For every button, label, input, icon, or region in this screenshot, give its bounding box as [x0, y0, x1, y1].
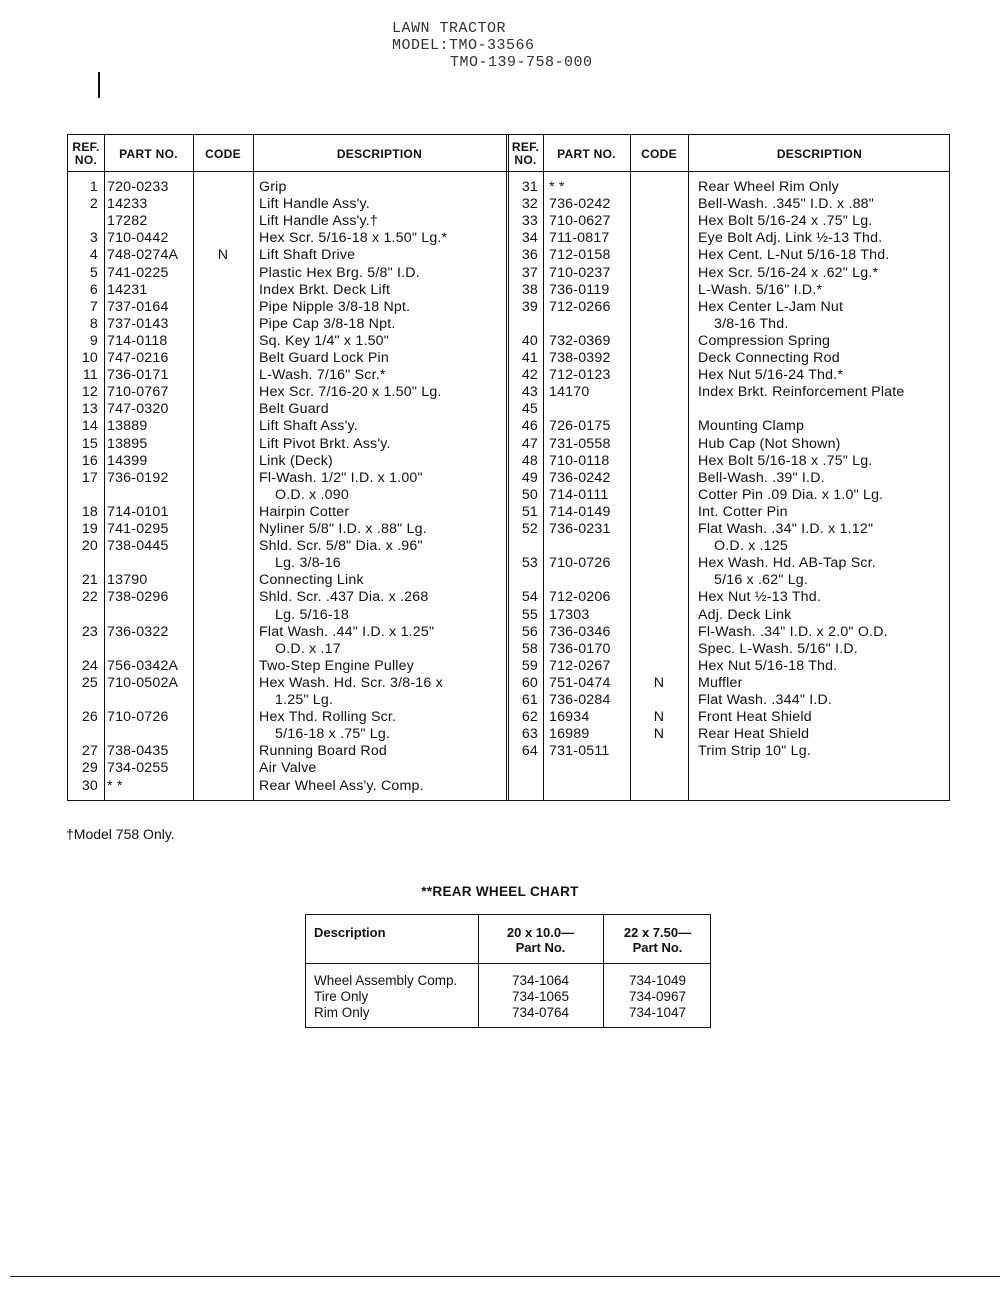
part-description: Pipe Cap 3/8-18 Npt.	[259, 315, 396, 332]
part-number: * *	[107, 777, 123, 794]
part-description: Hex Scr. 7/16-20 x 1.50" Lg.	[259, 384, 442, 401]
wheel-chart-table	[305, 914, 711, 1028]
wheel-row-partno-a: 734-1065	[511, 989, 570, 1004]
part-description: Two-Step Engine Pulley	[259, 657, 415, 674]
ref-number: 64	[521, 743, 538, 760]
ref-number: 5	[89, 264, 98, 281]
ref-number: 49	[521, 469, 538, 486]
part-number: 738-0435	[107, 743, 169, 760]
ref-number: 24	[81, 657, 98, 674]
ref-number: 45	[521, 401, 538, 418]
col-header-code: CODE	[641, 146, 677, 161]
part-number: 13889	[107, 418, 148, 435]
wheel-row-partno-a: 734-0764	[511, 1005, 570, 1020]
part-number: 13895	[107, 435, 148, 452]
wheel-row-partno-a: 734-1064	[511, 973, 570, 988]
part-description: Hex Wash. Hd. Scr. 3/8-16 x	[259, 674, 443, 691]
part-number: 710-0726	[549, 555, 611, 572]
code-value: N	[653, 726, 665, 743]
ref-number: 11	[82, 367, 98, 384]
part-description-continued: Lg. 3/8-16	[275, 555, 341, 572]
ref-number: 63	[521, 726, 538, 743]
part-number: 14170	[549, 384, 590, 401]
part-description: L-Wash. 7/16" Scr.*	[259, 367, 386, 384]
col-header-ref: REF. NO.	[72, 140, 100, 167]
part-number: 712-0206	[549, 589, 611, 606]
part-number: 16989	[549, 726, 590, 743]
part-number: 736-0346	[549, 623, 611, 640]
part-description-continued: 5/16-18 x .75" Lg.	[275, 726, 391, 743]
part-number: 731-0558	[549, 435, 611, 452]
col-header-ref: REF. NO.	[511, 140, 540, 167]
part-description: Hex Bolt 5/16-18 x .75" Lg.	[698, 452, 873, 469]
ref-number: 53	[521, 555, 538, 572]
ref-number: 2	[89, 196, 98, 213]
part-description: Eye Bolt Adj. Link ½-13 Thd.	[698, 230, 883, 247]
part-number: 714-0118	[107, 332, 168, 349]
part-number: 720-0233	[107, 179, 169, 195]
part-description: Hex Wash. Hd. AB-Tap Scr.	[698, 555, 876, 572]
wheel-row-partno-b: 734-1049	[628, 973, 687, 988]
part-description: Compression Spring	[698, 332, 831, 349]
part-description: Flat Wash. .44" I.D. x 1.25"	[259, 623, 435, 640]
part-number: 17303	[549, 606, 590, 623]
ref-number: 7	[89, 298, 98, 315]
code-value: N	[217, 247, 229, 264]
part-description: Link (Deck)	[259, 452, 333, 469]
part-description: Adj. Deck Link	[698, 606, 792, 623]
header-line-2: MODEL:TMO-33566	[392, 37, 535, 54]
part-number: 738-0392	[549, 350, 611, 366]
part-description: Nyliner 5/8" I.D. x .88" Lg.	[259, 521, 427, 537]
ref-number: 60	[521, 674, 538, 691]
ref-number: 16	[81, 452, 98, 469]
part-number: 736-0171	[107, 367, 169, 384]
part-description: Air Valve	[259, 760, 317, 777]
ref-number: 15	[81, 435, 98, 452]
part-number: 14233	[107, 196, 148, 213]
ref-number: 62	[521, 709, 538, 726]
part-description: Hairpin Cotter	[259, 503, 350, 520]
ref-number: 38	[521, 281, 538, 298]
part-number: 747-0320	[107, 401, 169, 418]
col-header-part: PART NO.	[557, 146, 616, 161]
ref-number: 43	[521, 384, 538, 401]
code-value: N	[653, 674, 665, 691]
part-number: 751-0474	[549, 674, 611, 691]
ref-number: 47	[521, 435, 538, 452]
ref-number: 3	[89, 230, 98, 247]
page-bottom-rule	[10, 1276, 1000, 1277]
part-description: Lift Shaft Ass'y.	[259, 418, 358, 435]
col-header-description: DESCRIPTION	[336, 146, 423, 161]
part-description: Spec. L-Wash. 5/16" I.D.	[698, 640, 858, 657]
part-number: 710-0502A	[107, 674, 179, 691]
ref-number: 61	[521, 692, 538, 708]
ref-number: 31	[521, 179, 538, 195]
ref-number: 58	[521, 640, 538, 657]
col-header-code: CODE	[205, 146, 241, 161]
part-number: 710-0442	[107, 230, 169, 247]
part-description: Flat Wash. .344" I.D.	[698, 692, 833, 708]
ref-number: 39	[521, 298, 538, 315]
ref-number: 48	[521, 452, 538, 469]
ref-number: 42	[521, 367, 538, 384]
part-number: 710-0767	[107, 384, 169, 401]
part-number: 731-0511	[549, 743, 610, 760]
part-description: Lift Handle Ass'y.†	[259, 213, 379, 230]
part-number: 738-0296	[107, 589, 169, 606]
part-number: 17282	[107, 213, 148, 230]
part-description: Hex Nut 5/16-24 Thd.*	[698, 367, 844, 384]
part-number: 741-0225	[107, 264, 169, 281]
ref-number: 52	[521, 521, 538, 537]
part-number: 712-0158	[549, 247, 611, 264]
part-description: Index Brkt. Reinforcement Plate	[698, 384, 905, 401]
part-number: 14399	[107, 452, 148, 469]
ref-number: 18	[81, 503, 98, 520]
header-rule	[306, 963, 710, 964]
part-number: 736-0284	[549, 692, 611, 708]
part-number: 732-0369	[549, 332, 611, 349]
handwritten-header	[392, 20, 593, 71]
col-divider	[253, 135, 254, 800]
part-description: Pipe Nipple 3/8-18 Npt.	[259, 298, 411, 315]
part-number: 726-0175	[549, 418, 611, 435]
ref-number: 8	[89, 315, 98, 332]
part-number: 736-0192	[107, 469, 169, 486]
wheel-col-22x7-size: 22 x 7.50—	[623, 925, 692, 940]
ref-number: 17	[81, 469, 98, 486]
part-description: Grip	[259, 179, 287, 195]
part-description: Rear Heat Shield	[698, 726, 810, 743]
ref-number: 54	[521, 589, 538, 606]
ref-number: 6	[89, 281, 98, 298]
part-description: Lift Pivot Brkt. Ass'y.	[259, 435, 391, 452]
wheel-col-20x10-size: 20 x 10.0—	[506, 925, 575, 940]
header-line-3: TMO-139-758-000	[450, 54, 593, 71]
ref-number: 13	[81, 401, 98, 418]
part-number: 736-0170	[549, 640, 611, 657]
part-description: Hex Scr. 5/16-18 x 1.50" Lg.*	[259, 230, 448, 247]
ref-number: 32	[521, 196, 538, 213]
part-number: 710-0726	[107, 709, 169, 726]
parts-table	[67, 134, 950, 801]
part-description: Hex Nut 5/16-18 Thd.	[698, 657, 838, 674]
part-number: 712-0266	[549, 298, 611, 315]
ref-number: 10	[81, 350, 98, 366]
part-description: Hex Scr. 5/16-24 x .62" Lg.*	[698, 264, 879, 281]
part-description-continued: Lg. 5/16-18	[275, 606, 349, 623]
wheel-row-desc: Rim Only	[314, 1005, 370, 1020]
col-divider	[630, 135, 631, 800]
part-number: 756-0342A	[107, 657, 179, 674]
wheel-col-20x10	[478, 925, 603, 955]
ref-number: 22	[81, 589, 98, 606]
part-number: 738-0445	[107, 538, 169, 555]
part-number: 710-0237	[549, 264, 611, 281]
header-rule	[68, 171, 949, 172]
part-description: Belt Guard Lock Pin	[259, 350, 389, 366]
ref-number: 20	[81, 538, 98, 555]
part-description: Shld. Scr. 5/8" Dia. x .96"	[259, 538, 423, 555]
col-divider	[104, 135, 105, 800]
ref-number: 33	[521, 213, 538, 230]
ref-number: 46	[521, 418, 538, 435]
ref-number: 26	[81, 709, 98, 726]
ref-number: 14	[81, 418, 98, 435]
part-description: Hex Center L-Jam Nut	[698, 298, 844, 315]
ref-number: 25	[81, 674, 98, 691]
part-description: Rear Wheel Rim Only	[698, 179, 839, 195]
wheel-col-20x10-partno: Part No.	[515, 940, 566, 955]
part-description-continued: O.D. x .125	[714, 538, 788, 555]
part-description: Flat Wash. .34" I.D. x 1.12"	[698, 521, 874, 537]
header-line-1: LAWN TRACTOR	[392, 20, 507, 37]
wheel-row-partno-b: 734-0967	[628, 989, 687, 1004]
part-description: Deck Connecting Rod	[698, 350, 840, 366]
ref-number: 21	[81, 572, 98, 589]
col-divider	[688, 135, 689, 800]
part-number: 714-0149	[549, 503, 611, 520]
part-number: 736-0242	[549, 469, 611, 486]
ref-number: 1	[89, 179, 98, 195]
part-description: Hex Bolt 5/16-24 x .75" Lg.	[698, 213, 873, 230]
ref-number: 50	[521, 486, 538, 503]
part-description: Rear Wheel Ass'y. Comp.	[259, 777, 424, 794]
col-header-description: DESCRIPTION	[776, 146, 863, 161]
ref-number: 59	[521, 657, 538, 674]
part-description-continued: 3/8-16 Thd.	[714, 315, 789, 332]
part-description: Index Brkt. Deck Lift	[259, 281, 391, 298]
part-number: 748-0274A	[107, 247, 179, 264]
part-number: 737-0143	[107, 315, 169, 332]
wheel-col-22x7-partno: Part No.	[632, 940, 683, 955]
part-description-continued: O.D. x .17	[275, 640, 341, 657]
part-description: Hex Thd. Rolling Scr.	[259, 709, 397, 726]
part-description: Sq. Key 1/4" x 1.50"	[259, 332, 390, 349]
col-divider	[193, 135, 194, 800]
part-description: Mounting Clamp	[698, 418, 805, 435]
part-description: Shld. Scr. .437 Dia. x .268	[259, 589, 429, 606]
part-description: Bell-Wash. .345" I.D. x .88"	[698, 196, 875, 213]
part-number: 736-0322	[107, 623, 169, 640]
part-description: Lift Handle Ass'y.	[259, 196, 370, 213]
ref-number: 40	[521, 332, 538, 349]
part-number: 741-0295	[107, 521, 169, 537]
wheel-col-description: Description	[314, 925, 386, 940]
part-description: Fl-Wash. .34" I.D. x 2.0" O.D.	[698, 623, 888, 640]
part-number: 714-0111	[549, 486, 609, 503]
part-description: Bell-Wash. .39" I.D.	[698, 469, 825, 486]
ref-number: 12	[81, 384, 98, 401]
part-number: 712-0123	[549, 367, 611, 384]
footnote: †Model 758 Only.	[66, 826, 175, 842]
ref-number: 19	[81, 521, 98, 537]
part-number: 736-0231	[549, 521, 611, 537]
part-description: Hex Cent. L-Nut 5/16-18 Thd.	[698, 247, 890, 264]
margin-mark	[98, 72, 100, 98]
part-number: 16934	[549, 709, 590, 726]
part-description: Cotter Pin .09 Dia. x 1.0" Lg.	[698, 486, 884, 503]
part-description: Trim Strip 10" Lg.	[698, 743, 811, 760]
part-description: Connecting Link	[259, 572, 364, 589]
ref-number: 27	[81, 743, 98, 760]
code-value: N	[653, 709, 665, 726]
part-number: 13790	[107, 572, 148, 589]
part-description: Int. Cotter Pin	[698, 503, 788, 520]
part-description-continued: 1.25" Lg.	[275, 692, 334, 708]
ref-number: 30	[81, 777, 98, 794]
part-description-continued: 5/16 x .62" Lg.	[714, 572, 809, 589]
part-description: Hex Nut ½-13 Thd.	[698, 589, 822, 606]
ref-number: 51	[521, 503, 538, 520]
ref-number: 41	[521, 350, 538, 366]
part-number: 711-0817	[549, 230, 610, 247]
col-header-part: PART NO.	[119, 146, 178, 161]
part-description: Lift Shaft Drive	[259, 247, 356, 264]
wheel-col-22x7	[603, 925, 712, 955]
col-divider	[543, 135, 544, 800]
ref-number: 37	[521, 264, 538, 281]
part-description: Belt Guard	[259, 401, 329, 418]
part-number: 714-0101	[107, 503, 169, 520]
part-number: 736-0242	[549, 196, 611, 213]
ref-number: 4	[89, 247, 98, 264]
wheel-row-partno-b: 734-1047	[628, 1005, 687, 1020]
ref-number: 56	[521, 623, 538, 640]
part-number: 710-0627	[549, 213, 611, 230]
ref-number: 29	[81, 760, 98, 777]
part-number: * *	[549, 179, 565, 195]
part-description: Muffler	[698, 674, 743, 691]
part-description: Front Heat Shield	[698, 709, 812, 726]
part-description: Fl-Wash. 1/2" I.D. x 1.00"	[259, 469, 423, 486]
ref-number: 9	[89, 332, 98, 349]
part-number: 737-0164	[107, 298, 169, 315]
wheel-row-desc: Tire Only	[314, 989, 369, 1004]
part-number: 734-0255	[107, 760, 169, 777]
part-number: 736-0119	[549, 281, 610, 298]
part-number: 747-0216	[107, 350, 169, 366]
wheel-chart-title: **REAR WHEEL CHART	[421, 884, 579, 899]
part-number: 710-0118	[549, 452, 610, 469]
wheel-row-desc: Wheel Assembly Comp.	[314, 973, 458, 988]
part-description: Plastic Hex Brg. 5/8" I.D.	[259, 264, 420, 281]
part-description: Running Board Rod	[259, 743, 388, 760]
part-description: Hub Cap (Not Shown)	[698, 435, 841, 452]
part-description-continued: O.D. x .090	[275, 486, 349, 503]
ref-number: 34	[521, 230, 538, 247]
part-description: L-Wash. 5/16" I.D.*	[698, 281, 823, 298]
ref-number: 55	[521, 606, 538, 623]
ref-number: 23	[81, 623, 98, 640]
part-number: 14231	[107, 281, 148, 298]
part-number: 712-0267	[549, 657, 611, 674]
ref-number: 36	[521, 247, 538, 264]
